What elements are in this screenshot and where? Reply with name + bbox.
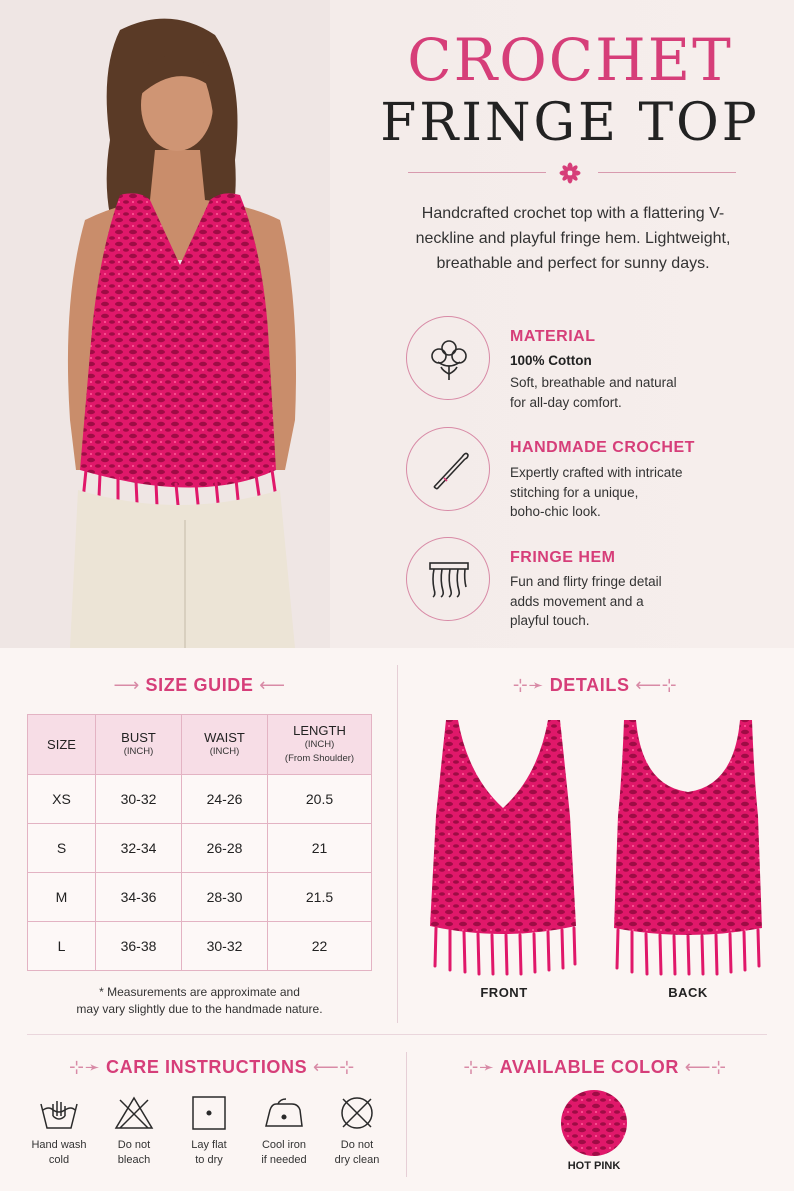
- color-name: HOT PINK: [567, 1160, 621, 1172]
- model-photo: [0, 0, 330, 648]
- front-view-image: [428, 716, 578, 976]
- care-hand-wash: Hand wash cold: [24, 1096, 94, 1168]
- front-label: FRONT: [480, 985, 528, 1000]
- back-label: BACK: [668, 985, 708, 1000]
- feature-title: FRINGE HEM: [510, 549, 616, 566]
- color-swatch-hot-pink[interactable]: [561, 1090, 627, 1156]
- hand-wash-icon: [39, 1096, 79, 1130]
- care-heading: ⊹➛ CARE INSTRUCTIONS ⟵⊹: [69, 1057, 355, 1077]
- do-not-dry-clean-icon: [337, 1096, 377, 1130]
- size-table: [27, 714, 372, 971]
- details-heading: ⊹➛ DETAILS ⟵⊹: [512, 675, 678, 695]
- feature-handmade: [406, 427, 766, 517]
- header-bust: BUST (INCH): [96, 715, 182, 775]
- table-row: M 34-36 28-30 21.5: [28, 873, 372, 922]
- title-line-2: FRINGE TOP: [380, 93, 760, 153]
- feature-fringe: [406, 537, 766, 627]
- feature-title: MATERIAL: [510, 328, 596, 345]
- feature-title: HANDMADE CROCHET: [510, 439, 695, 456]
- feature-description: Soft, breathable and natural for all-day comfort.: [510, 375, 677, 410]
- available-color-heading: ⊹➛ AVAILABLE COLOR ⟵⊹: [463, 1057, 727, 1077]
- header-size: SIZE: [28, 715, 96, 775]
- section-divider-horizontal: [27, 1034, 767, 1035]
- table-row: L 36-38 30-32 22: [28, 922, 372, 971]
- header-length: LENGTH (INCH) (From Shoulder): [268, 715, 372, 775]
- back-view-image: [612, 716, 764, 976]
- product-title: [380, 28, 760, 154]
- flower-icon: [558, 162, 582, 184]
- header-waist: WAIST (INCH): [182, 715, 268, 775]
- lay-flat-dry-icon: [189, 1096, 229, 1130]
- title-line-1: CROCHET: [407, 26, 733, 94]
- feature-description: Fun and flirty fringe detail adds movement and a playful touch.: [510, 574, 662, 628]
- measurement-note: * Measurements are approximate and may vary slightly due to the handmade nature.: [76, 985, 323, 1016]
- title-divider: [408, 162, 736, 184]
- cotton-icon: [406, 316, 490, 400]
- section-divider-vertical: [397, 665, 398, 1023]
- product-intro: Handcrafted crochet top with a flattering V-neckline and playful fringe hem. Lightweight, breathable and perfect for sunny days.: [415, 205, 731, 272]
- fringe-icon: [406, 537, 490, 621]
- table-header-row: [28, 715, 372, 775]
- size-guide-heading: ⟶ SIZE GUIDE ⟵: [113, 675, 286, 695]
- care-lay-flat: Lay flat to dry: [174, 1096, 244, 1168]
- care-no-dry-clean: Do not dry clean: [322, 1096, 392, 1168]
- feature-description: Expertly crafted with intricate stitching for a unique, boho-chic look.: [510, 465, 683, 519]
- crochet-hook-icon: [406, 427, 490, 511]
- care-cool-iron: Cool iron if needed: [249, 1096, 319, 1168]
- care-no-bleach: Do not bleach: [99, 1096, 169, 1168]
- table-row: S 32-34 26-28 21: [28, 824, 372, 873]
- table-row: XS 30-32 24-26 20.5: [28, 775, 372, 824]
- feature-subtitle: 100% Cotton: [510, 353, 592, 368]
- section-divider-vertical-bottom: [406, 1052, 407, 1177]
- cool-iron-icon: [264, 1096, 304, 1130]
- feature-material: [406, 316, 766, 410]
- do-not-bleach-icon: [114, 1096, 154, 1130]
